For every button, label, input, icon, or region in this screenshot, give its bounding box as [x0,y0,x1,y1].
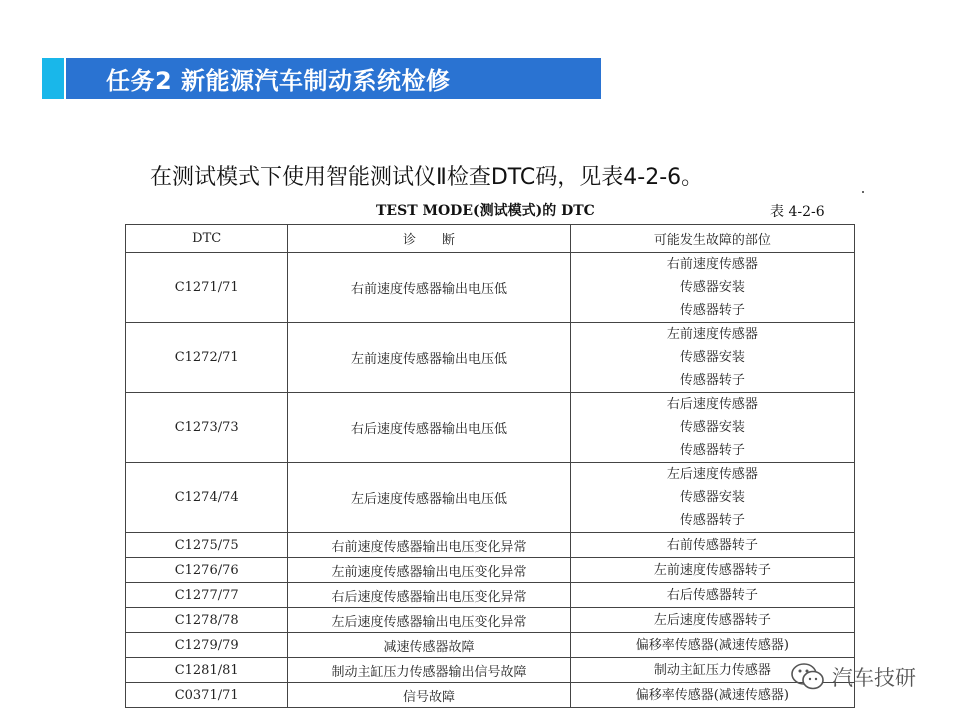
diagnosis-cell: 制动主缸压力传感器输出信号故障 [288,658,570,683]
table-row [126,463,855,533]
table-title: TEST MODE(测试模式)的 DTC [376,203,595,219]
table-row [126,393,855,463]
header-accent-block [42,58,64,99]
dtc-code-cell: C1281/81 [126,658,288,683]
table-row [126,253,855,323]
dtc-code-cell: C1273/73 [126,393,288,463]
fault-location-cell [570,253,854,323]
diagnosis-cell: 信号故障 [288,683,570,708]
fault-location-cell [570,463,854,533]
dtc-code-cell: C0371/71 [126,683,288,708]
fault-location-cell [570,583,854,608]
fault-location-item: 传感器安装 [679,280,745,295]
fault-location-item: 传感器转子 [679,303,745,318]
fault-location-item: 左前速度传感器 [666,327,758,342]
fault-location-cell [570,533,854,558]
fault-location-item: 右后速度传感器 [666,397,758,412]
diagnosis-cell: 右后速度传感器输出电压低 [288,393,570,463]
fault-location-cell [570,558,854,583]
fault-location-item: 传感器安装 [679,420,745,435]
fault-location-item: 右前传感器转子 [666,537,758,553]
fault-location-item: 右后传感器转子 [666,587,758,603]
fault-location-item: 传感器转子 [679,373,745,388]
fault-location-cell [570,633,854,658]
dtc-code-cell: C1275/75 [126,533,288,558]
dtc-table [125,224,855,708]
diagnosis-cell: 右前速度传感器输出电压变化异常 [288,533,570,558]
table-body [126,253,855,708]
fault-location-item: 偏移率传感器(减速传感器) [635,687,789,703]
diagnosis-cell: 左前速度传感器输出电压低 [288,323,570,393]
fault-location-item: 左后速度传感器转子 [653,612,771,628]
diagnosis-cell: 减速传感器故障 [288,633,570,658]
section-title: 任务2 新能源汽车制动系统检修 [106,67,451,95]
dtc-code-cell: C1271/71 [126,253,288,323]
wechat-icon [790,662,826,692]
table-row [126,558,855,583]
table-row [126,658,855,683]
fault-location-item: 左后速度传感器 [666,467,758,482]
fault-location-item: 传感器转子 [679,513,745,528]
fault-location-item: 传感器安装 [679,490,745,505]
table-number: 表 4-2-6 [770,204,825,220]
dtc-code-cell: C1276/76 [126,558,288,583]
dtc-code-cell: C1278/78 [126,608,288,633]
fault-location-cell [570,323,854,393]
dtc-code-cell: C1272/71 [126,323,288,393]
intro-text: 在测试模式下使用智能测试仪Ⅱ检查DTC码，见表4-2-6。 [150,165,704,190]
table-row [126,683,855,708]
diagnosis-cell: 右后速度传感器输出电压变化异常 [288,583,570,608]
fault-location-item: 传感器转子 [679,443,745,458]
section-header [66,58,601,99]
fault-location-item: 右前速度传感器 [666,257,758,272]
table-row [126,583,855,608]
dtc-code-cell: C1279/79 [126,633,288,658]
table-row [126,323,855,393]
header-dtc: DTC [126,225,288,253]
fault-location-cell [570,608,854,633]
fault-location-item: 偏移率传感器(减速传感器) [635,637,789,653]
fault-location-cell [570,393,854,463]
fault-location-item: 左前速度传感器转子 [653,562,771,578]
diagnosis-cell: 右前速度传感器输出电压低 [288,253,570,323]
diagnosis-cell: 左后速度传感器输出电压低 [288,463,570,533]
diagnosis-cell: 左前速度传感器输出电压变化异常 [288,558,570,583]
table-row [126,533,855,558]
stray-mark [862,191,864,193]
table-header-row [126,225,855,253]
table-row [126,633,855,658]
dtc-code-cell: C1274/74 [126,463,288,533]
table-row [126,608,855,633]
watermark [790,662,916,692]
header-diagnosis: 诊 断 [288,225,570,253]
fault-location-item: 制动主缸压力传感器 [653,662,771,678]
diagnosis-cell: 左后速度传感器输出电压变化异常 [288,608,570,633]
watermark-text: 汽车技研 [832,666,916,690]
fault-location-item: 传感器安装 [679,350,745,365]
dtc-code-cell: C1277/77 [126,583,288,608]
header-fault-location: 可能发生故障的部位 [570,225,854,253]
